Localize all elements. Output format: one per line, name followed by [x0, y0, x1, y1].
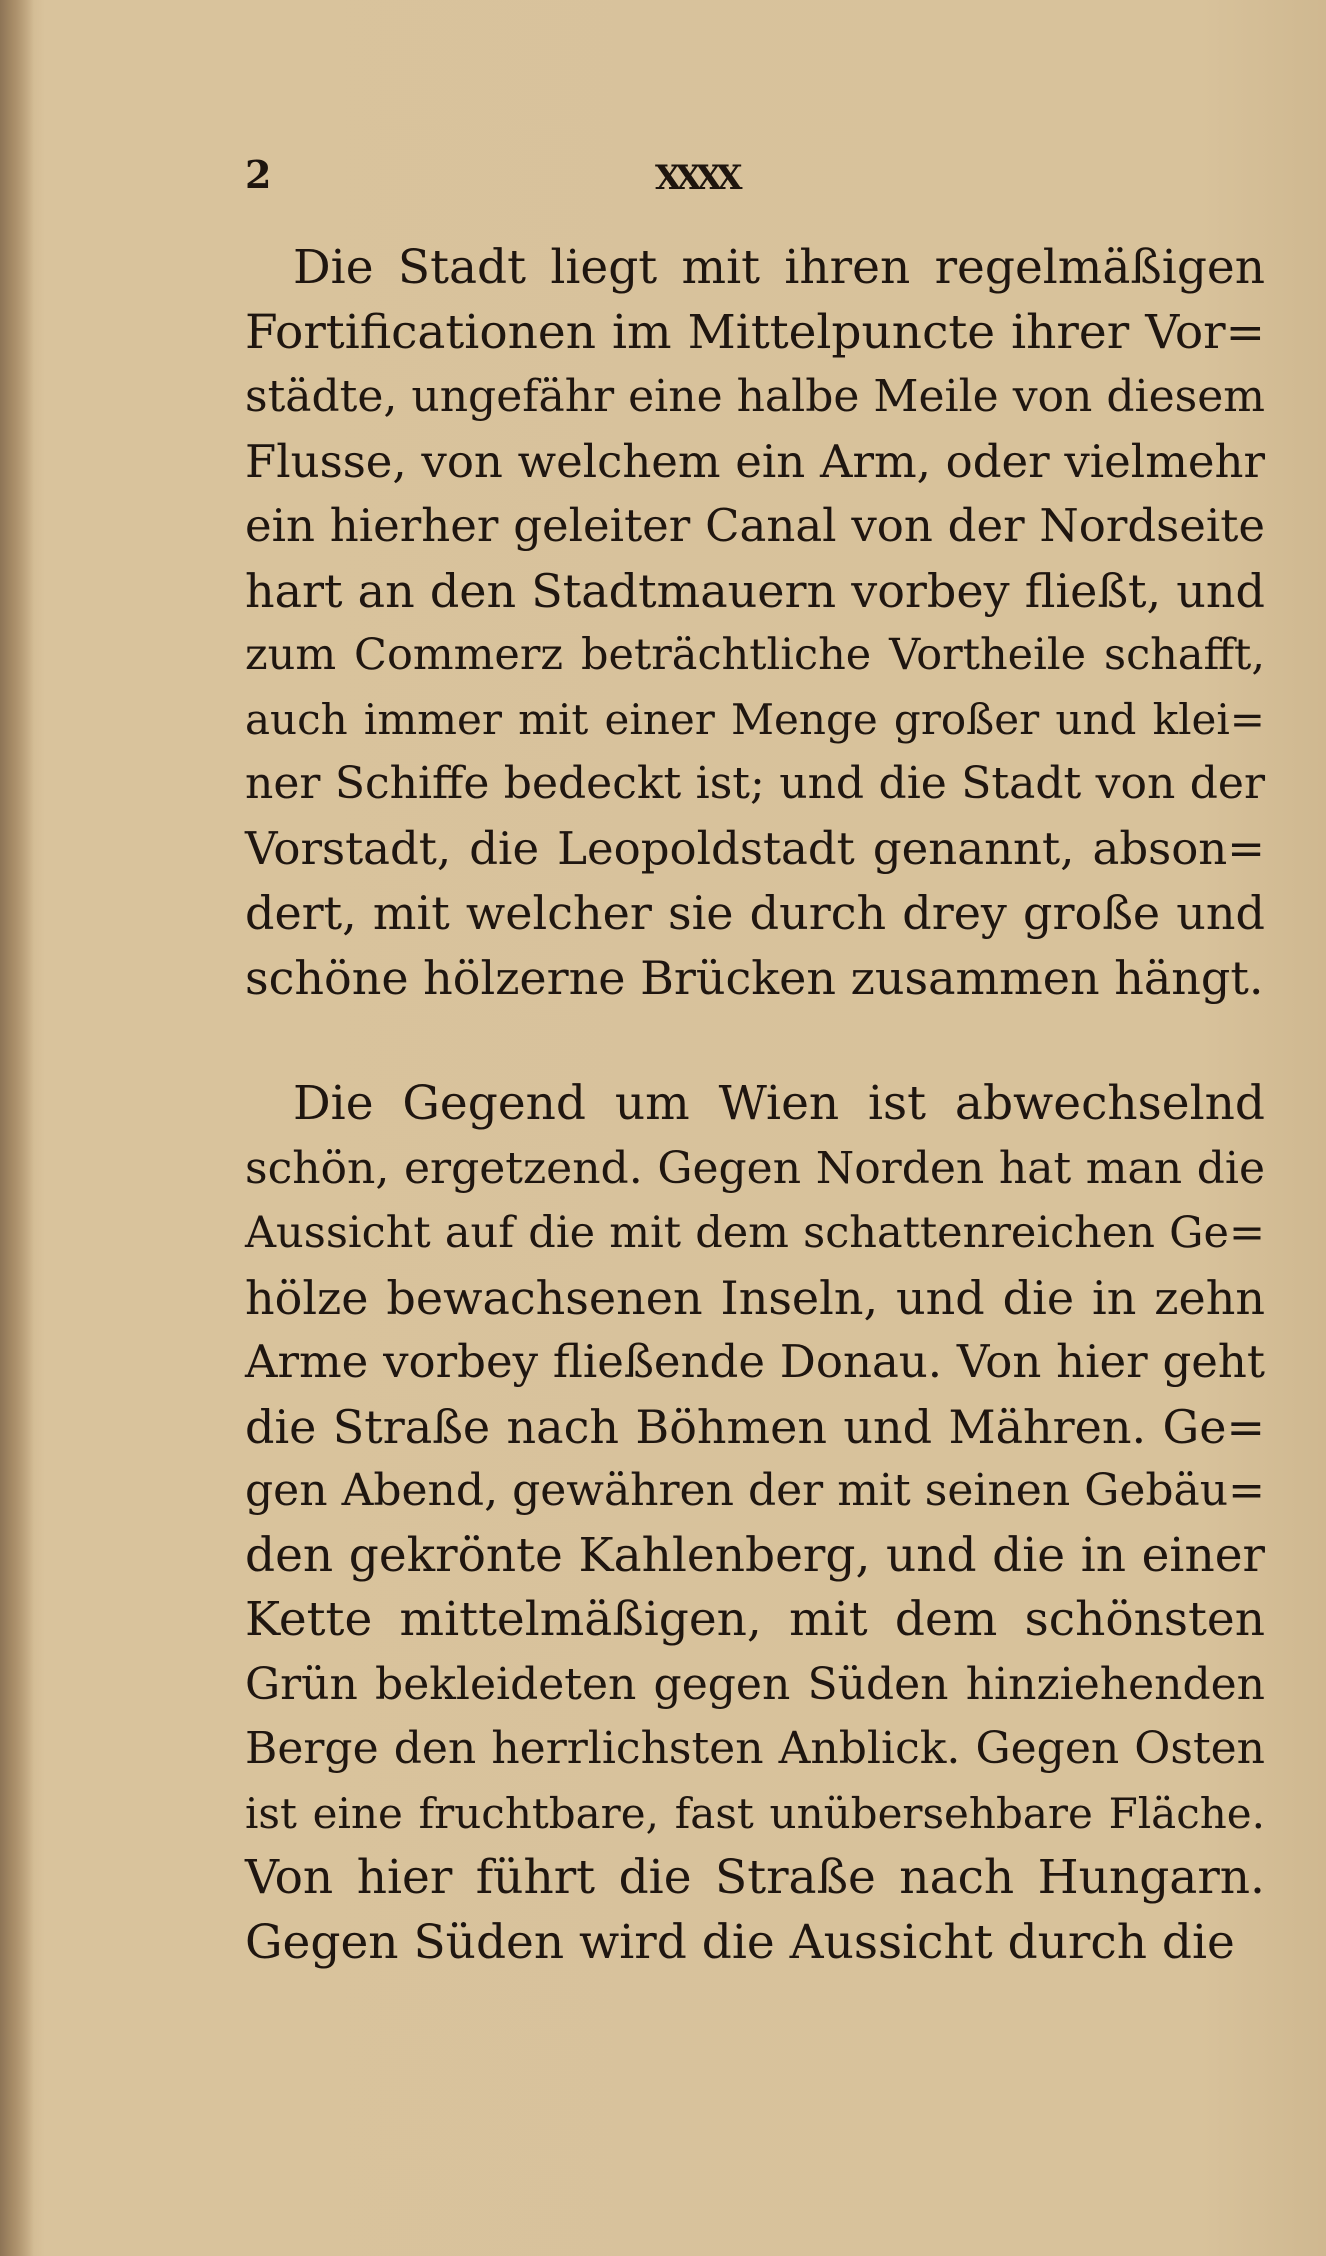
- text-line: Grün bekleideten gegen Süden hinziehenden: [245, 1658, 1265, 1710]
- text-line: städte, ungefähr eine halbe Meile von diesem: [245, 371, 1265, 422]
- text-line: auch immer mit einer Menge großer und klei=: [245, 694, 1265, 744]
- page-header: [245, 150, 845, 210]
- text-line: Fortificationen im Mittelpuncte ihrer Vor=: [245, 304, 1265, 360]
- text-line: den gekrönte Kahlenberg, und die in einer: [245, 1527, 1265, 1583]
- text-line: Berge den herrlichsten Anblick. Gegen Osten: [245, 1723, 1265, 1774]
- text-line: Kette mittelmäßigen, mit dem schönsten: [245, 1592, 1265, 1647]
- text-line: Die Stadt liegt mit ihren regelmäßigen: [293, 240, 1265, 295]
- paragraph-2: [245, 1072, 1265, 1975]
- text-line: dert, mit welcher sie durch drey große und: [245, 886, 1265, 940]
- text-line: schöne hölzerne Brücken zusammen hängt.: [245, 950, 1264, 1005]
- text-line: die Straße nach Böhmen und Mähren. Ge=: [245, 1399, 1265, 1454]
- text-line: Flusse, von welchem ein Arm, oder vielmehr: [245, 434, 1265, 488]
- text-line: hart an den Stadtmauern vorbey fließt, und: [245, 563, 1265, 618]
- text-line: Von hier führt die Straße nach Hungarn.: [245, 1850, 1265, 1905]
- text-line: ein hierher geleiter Canal von der Nordseite: [245, 499, 1265, 552]
- text-line: Gegen Süden wird die Aussicht durch die: [245, 1914, 1235, 1970]
- text-line: hölze bewachsenen Inseln, und die in zehn: [245, 1270, 1265, 1325]
- text-line: Arme vorbey fließende Donau. Von hier geht: [245, 1335, 1265, 1388]
- text-line: ist eine fruchtbare, fast unübersehbare Fläche.: [245, 1788, 1265, 1838]
- text-line: schön, ergetzend. Gegen Norden hat man die: [245, 1142, 1265, 1194]
- text-line: Vorstadt, die Leopoldstadt genannt, abson=: [245, 821, 1265, 875]
- text-line: ner Schiffe bedeckt ist; und die Stadt von der: [245, 758, 1265, 809]
- text-line: gen Abend, gewähren der mit seinen Gebäu=: [245, 1465, 1265, 1516]
- text-line: Aussicht auf die mit dem schattenreichen Ge=: [245, 1208, 1265, 1258]
- header-ornament: ХХХХ: [655, 158, 737, 198]
- text-line: zum Commerz beträchtliche Vortheile schafft,: [245, 630, 1265, 680]
- text-line: Die Gegend um Wien ist abwechselnd: [293, 1076, 1265, 1131]
- page-number: 2: [245, 152, 272, 197]
- paragraph-1: [245, 236, 1265, 1010]
